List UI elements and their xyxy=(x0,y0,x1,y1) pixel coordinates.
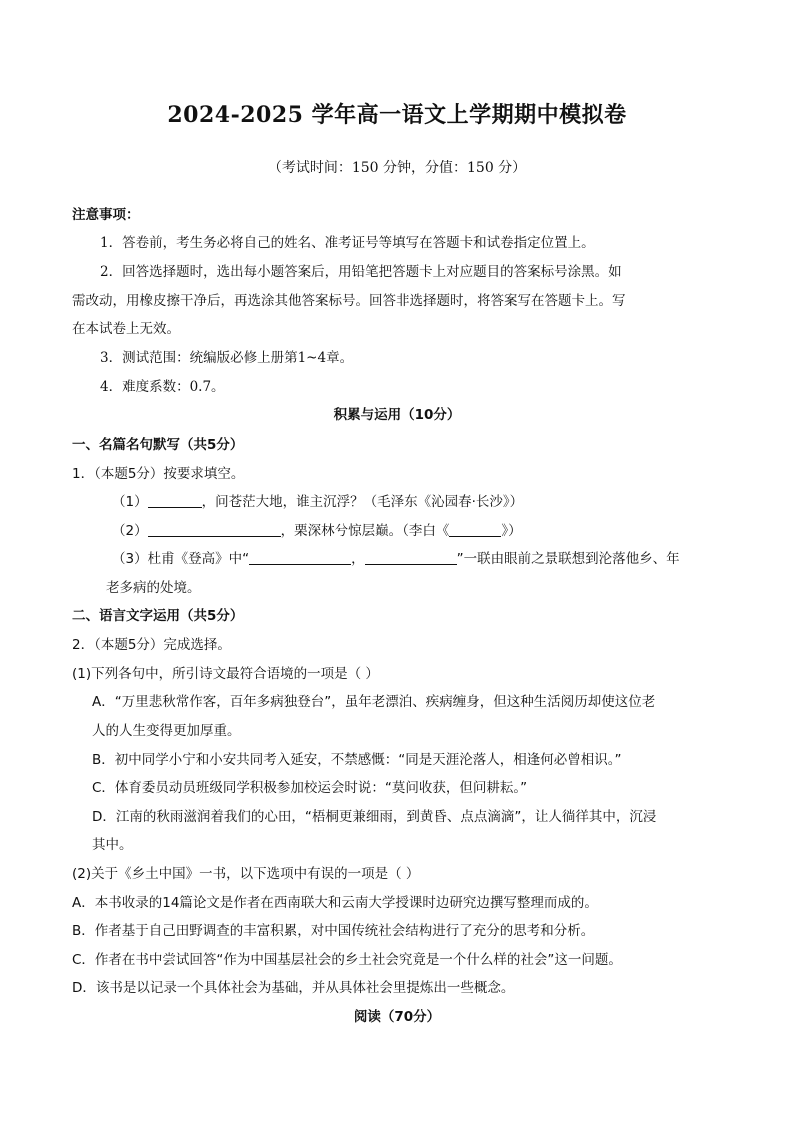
section-heading: 阅读（70分） xyxy=(353,1009,441,1025)
notice-heading: 注意事项： xyxy=(72,207,140,223)
exam-info: （考试时间：150 分钟，分值：150 分） xyxy=(267,160,527,176)
answer-blank[interactable] xyxy=(148,522,281,537)
option-a: A．“万里悲秋常作客，百年多病独登台”，虽年老漂泊、疾病缠身，但这种生活阅历却使这位老 xyxy=(92,694,656,710)
item-text: 老多病的处境。 xyxy=(106,580,201,596)
item-text: 》） xyxy=(501,523,522,539)
sub-question: (2)关于《乡土中国》一书，以下选项中有误的一项是（ ） xyxy=(72,866,420,882)
item-text: （3）杜甫《登高》中“ xyxy=(112,551,250,567)
sub-question: (1)下列各句中，所引诗文最符合语境的一项是（ ） xyxy=(72,666,379,682)
item-number: （2） xyxy=(112,523,148,539)
notice-item: 4．难度系数：0.7。 xyxy=(100,379,225,395)
question-stem: 2．（本题5分）完成选择。 xyxy=(72,637,231,653)
fill-blank-item xyxy=(112,549,680,569)
notice-item: 3．测试范围：统编版必修上册第1~4章。 xyxy=(100,350,354,366)
item-text: ”一联由眼前之景联想到沦落他乡、年 xyxy=(456,551,680,567)
question-stem: 1．（本题5分）按要求填空。 xyxy=(72,466,245,482)
item-text: ，栗深林兮惊层巅。（李白《 xyxy=(280,523,450,539)
option-d: D．江南的秋雨滋润着我们的心田，“梧桐更兼细雨，到黄昏、点点滴滴”，让人徜徉其中，沉浸 xyxy=(92,809,657,825)
option-d: 其中。 xyxy=(92,837,133,853)
notice-item: 2．回答选择题时，选出每小题答案后，用铅笔把答题卡上对应题目的答案标号涂黑。如 xyxy=(100,264,622,280)
option-c: C．体育委员动员班级同学积极参加校运会时说：“莫问收获，但问耕耘。” xyxy=(92,780,528,796)
item-number: （1） xyxy=(112,494,148,510)
part-heading: 一、名篇名句默写（共5分） xyxy=(72,437,244,453)
option-d: D．该书是以记录一个具体社会为基础，并从具体社会里提炼出一些概念。 xyxy=(72,980,515,996)
item-text: ， xyxy=(351,551,365,567)
notice-item: 需改动，用橡皮擦干净后，再选涂其他答案标号。回答非选择题时，将答案写在答题卡上。写 xyxy=(72,293,626,309)
section-heading: 积累与运用（10分） xyxy=(333,407,461,423)
fill-blank-item xyxy=(112,492,523,512)
answer-blank[interactable] xyxy=(249,550,351,565)
answer-blank[interactable] xyxy=(148,493,202,508)
option-c: C．作者在书中尝试回答“作为中国基层社会的乡土社会究竟是一个什么样的社会”这一问题。 xyxy=(72,952,622,968)
page-title: 2024-2025 学年高一语文上学期期中模拟卷 xyxy=(167,102,627,128)
item-text: ，问苍茫大地，谁主沉浮？（毛泽东《沁园春·长沙》） xyxy=(201,494,524,510)
fill-blank-item xyxy=(112,521,522,541)
option-a: A．本书收录的14篇论文是作者在西南联大和云南大学授课时边研究边撰写整理而成的。 xyxy=(72,895,598,911)
answer-blank[interactable] xyxy=(365,550,457,565)
part-heading: 二、语言文字运用（共5分） xyxy=(72,608,244,624)
option-b: B．作者基于自己田野调查的丰富积累，对中国传统社会结构进行了充分的思考和分析。 xyxy=(72,923,595,939)
notice-item: 1．答卷前，考生务必将自己的姓名、准考证号等填写在答题卡和试卷指定位置上。 xyxy=(100,235,595,251)
notice-item: 在本试卷上无效。 xyxy=(72,321,180,337)
option-a: 人的人生变得更加厚重。 xyxy=(92,723,241,739)
answer-blank[interactable] xyxy=(449,522,501,537)
option-b: B．初中同学小宁和小安共同考入延安，不禁感慨：“同是天涯沦落人，相逢何必曾相识。” xyxy=(92,752,622,768)
